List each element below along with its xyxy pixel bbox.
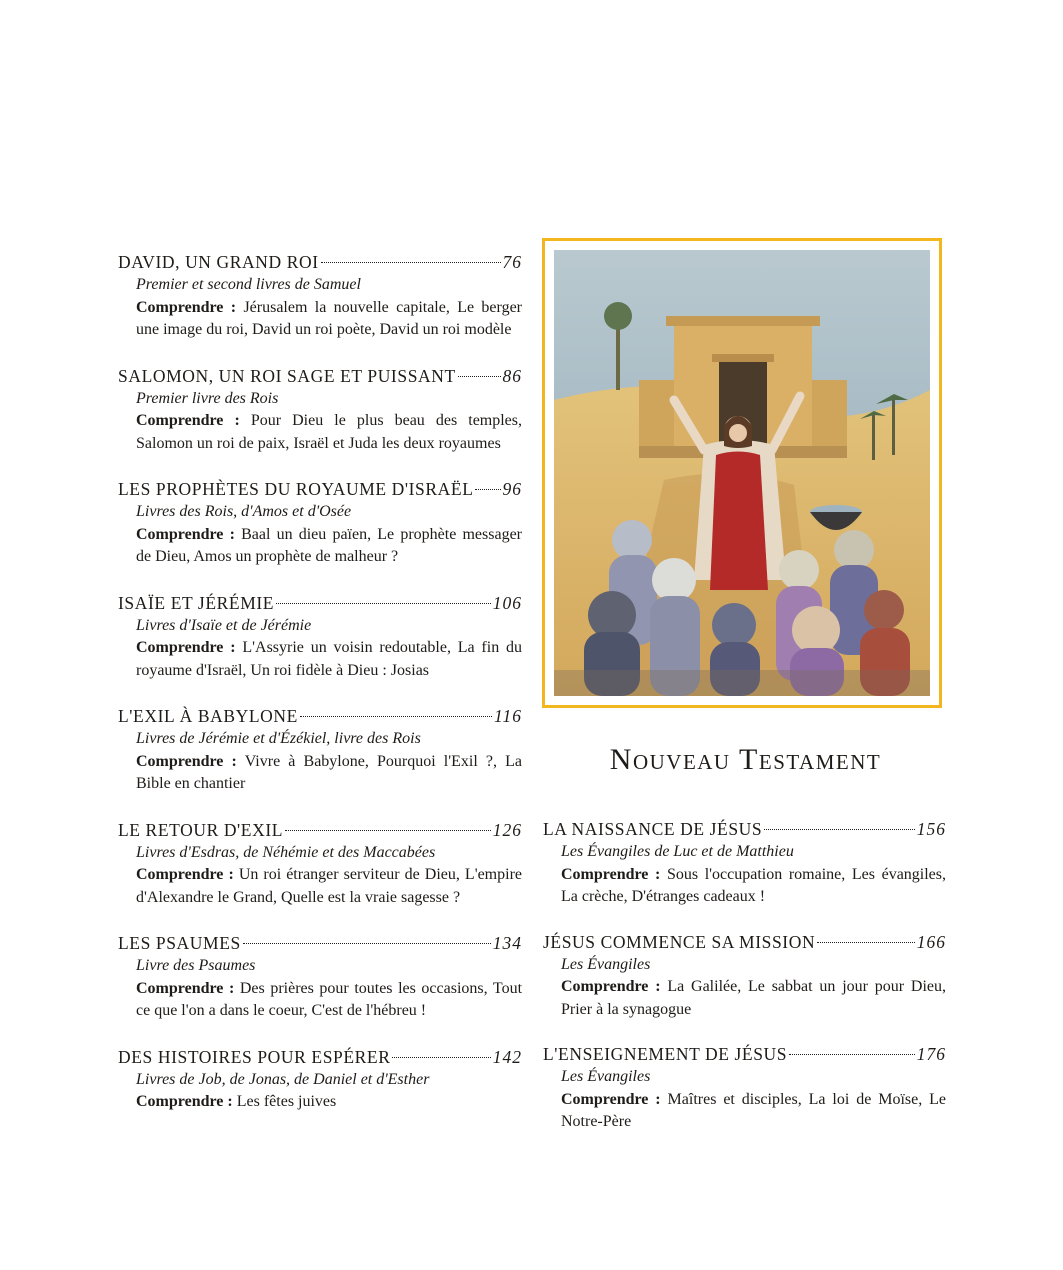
- entry-title: SALOMON, UN ROI SAGE ET PUISSANT: [118, 365, 456, 386]
- entry-subtitle: Les Évangiles de Luc et de Matthieu: [561, 843, 794, 860]
- comprendre-label: Comprendre :: [136, 979, 235, 997]
- entry-body: [118, 1069, 522, 1114]
- entry-subtitle: Premier et second livres de Samuel: [136, 276, 361, 293]
- comprendre-text: Les fêtes juives: [232, 1093, 337, 1110]
- page-number: 166: [916, 931, 946, 952]
- comprendre-text: Pour Dieu le plus beau des temples, Salomon un roi de paix, Israël et Juda les deux royaumes: [136, 412, 523, 452]
- page-number: 106: [492, 592, 522, 613]
- entry-body: [118, 615, 522, 683]
- comprendre-text: Un roi étranger serviteur de Dieu, L'empire d'Alexandre le Grand, Quelle est la vraie sagesse ?: [136, 866, 523, 906]
- toc-entry-heading[interactable]: [118, 931, 522, 955]
- entry-title: LE RETOUR D'EXIL: [118, 819, 284, 840]
- entry-description: [136, 297, 522, 342]
- entry-title: LES PSAUMES: [118, 933, 241, 953]
- page-number: 156: [916, 819, 946, 839]
- entry-subtitle: Livres des Rois, d'Amos et d'Osée: [136, 503, 352, 520]
- comprendre-label: Comprendre :: [561, 865, 661, 883]
- page-number: 142: [492, 1046, 522, 1067]
- entry-title: JÉSUS COMMENCE SA MISSION: [543, 931, 816, 952]
- toc-entry-heading[interactable]: [118, 364, 522, 388]
- toc-entry-isaie: [118, 591, 522, 683]
- toc-entry-david: [118, 250, 522, 342]
- toc-entry-heading[interactable]: [118, 704, 522, 728]
- toc-left-column: [118, 250, 522, 1136]
- page-number: 76: [502, 252, 522, 272]
- entry-description: [136, 751, 522, 796]
- page-number: 134: [492, 933, 522, 953]
- entry-description: [136, 410, 522, 455]
- entry-description: [561, 1089, 946, 1134]
- comprendre-text: Vivre à Babylone, Pourquoi l'Exil ?, La Bible en chantier: [136, 752, 523, 792]
- toc-entry-heading[interactable]: [543, 930, 946, 954]
- entry-body: [118, 501, 522, 569]
- dot-leader: [285, 830, 491, 831]
- entry-title: L'ENSEIGNEMENT DE JÉSUS: [543, 1044, 788, 1064]
- comprendre-label: Comprendre :: [136, 298, 237, 316]
- dot-leader: [764, 829, 915, 830]
- entry-description: [136, 1091, 522, 1114]
- entry-subtitle: Les Évangiles: [561, 955, 651, 973]
- dot-leader: [321, 262, 501, 263]
- comprendre-text: L'Assyrie un voisin redoutable, La fin du royaume d'Israël, Un roi fidèle à Dieu : Josias: [136, 639, 523, 679]
- entry-description: [136, 978, 522, 1023]
- entry-title: DAVID, UN GRAND ROI: [118, 252, 319, 272]
- entry-description: [561, 976, 946, 1021]
- page-number: 86: [502, 365, 522, 386]
- comprendre-label: Comprendre :: [136, 639, 236, 656]
- entry-body: [118, 388, 522, 456]
- entry-subtitle: Premier livre des Rois: [136, 389, 279, 407]
- dot-leader: [243, 943, 491, 944]
- toc-entry-exil: [118, 704, 522, 796]
- entry-title: LA NAISSANCE DE JÉSUS: [543, 819, 763, 839]
- toc-entry-salomon: [118, 364, 522, 456]
- toc-entry-heading[interactable]: [543, 817, 946, 841]
- comprendre-label: Comprendre :: [136, 1093, 233, 1110]
- comprendre-label: Comprendre :: [136, 752, 237, 770]
- page-number: 176: [916, 1044, 946, 1064]
- page-number: 116: [494, 706, 522, 726]
- entry-subtitle: Livres de Job, de Jonas, de Daniel et d'Esther: [136, 1070, 430, 1088]
- comprendre-label: Comprendre :: [561, 1090, 661, 1108]
- illustration-frame: [542, 238, 942, 708]
- entry-description: [136, 524, 522, 569]
- dot-leader: [300, 716, 492, 717]
- entry-title: LES PROPHÈTES DU ROYAUME D'ISRAËL: [118, 479, 474, 499]
- dot-leader: [392, 1057, 490, 1058]
- page-number: 126: [492, 819, 522, 840]
- toc-entry-heading[interactable]: [118, 250, 522, 274]
- comprendre-text: Sous l'occupation romaine, Les évangiles, La crèche, D'étranges cadeaux !: [561, 865, 947, 905]
- entry-subtitle: Livre des Psaumes: [136, 957, 256, 974]
- page-number: 96: [502, 479, 522, 499]
- entry-title: ISAÏE ET JÉRÉMIE: [118, 592, 275, 613]
- toc-entry-enseignement: [543, 1042, 946, 1134]
- entry-body: [543, 1066, 946, 1134]
- dot-leader: [276, 603, 491, 604]
- toc-entry-heading[interactable]: [118, 1045, 522, 1069]
- entry-subtitle: Livres d'Esdras, de Néhémie et des Maccabées: [136, 843, 436, 861]
- entry-body: [118, 274, 522, 342]
- toc-entry-heading[interactable]: [543, 1042, 946, 1066]
- toc-entry-psaumes: [118, 931, 522, 1023]
- dot-leader: [475, 489, 500, 490]
- toc-right-column: [543, 817, 946, 1155]
- toc-entry-histoires: [118, 1045, 522, 1114]
- toc-entry-naissance: [543, 817, 946, 909]
- toc-entry-mission: [543, 930, 946, 1022]
- dot-leader: [789, 1054, 915, 1055]
- entry-subtitle: Livres d'Isaïe et de Jérémie: [136, 616, 312, 634]
- comprendre-text: La Galilée, Le sabbat un jour pour Dieu, Prier à la synagogue: [561, 978, 947, 1018]
- entry-title: DES HISTOIRES POUR ESPÉRER: [118, 1046, 391, 1067]
- entry-body: [543, 954, 946, 1022]
- comprendre-text: Jérusalem la nouvelle capitale, Le berger une image du roi, David un roi poète, David un roi modèle: [136, 298, 523, 338]
- comprendre-text: Des prières pour toutes les occasions, Tout ce que l'on a dans le coeur, C'est de l'hébreu !: [136, 979, 523, 1019]
- entry-description: [136, 637, 522, 682]
- entry-body: [118, 955, 522, 1023]
- entry-description: [136, 864, 522, 909]
- comprendre-label: Comprendre :: [561, 978, 661, 995]
- comprendre-label: Comprendre :: [136, 525, 235, 543]
- comprendre-text: Maîtres et disciples, La loi de Moïse, Le Notre-Père: [561, 1090, 947, 1130]
- toc-entry-heading[interactable]: [118, 818, 522, 842]
- entry-subtitle: Les Évangiles: [561, 1068, 651, 1085]
- toc-entry-heading[interactable]: [118, 591, 522, 615]
- comprendre-text: Baal un dieu païen, Le prophète messager de Dieu, Amos un prophète de malheur ?: [136, 525, 522, 565]
- dot-leader: [458, 376, 501, 377]
- entry-body: [118, 728, 522, 796]
- comprendre-label: Comprendre :: [136, 412, 240, 429]
- toc-entry-prophetes: [118, 477, 522, 569]
- toc-entry-retour: [118, 818, 522, 910]
- entry-body: [543, 841, 946, 909]
- entry-body: [118, 842, 522, 910]
- dot-leader: [817, 942, 915, 943]
- jesus-preaching-illustration: [554, 250, 930, 696]
- entry-subtitle: Livres de Jérémie et d'Ézékiel, livre des Rois: [136, 730, 421, 747]
- toc-entry-heading[interactable]: [118, 477, 522, 501]
- entry-title: L'EXIL À BABYLONE: [118, 706, 298, 726]
- entry-description: [561, 864, 946, 909]
- comprendre-label: Comprendre :: [136, 866, 234, 883]
- section-title: Nouveau Testament: [609, 743, 882, 776]
